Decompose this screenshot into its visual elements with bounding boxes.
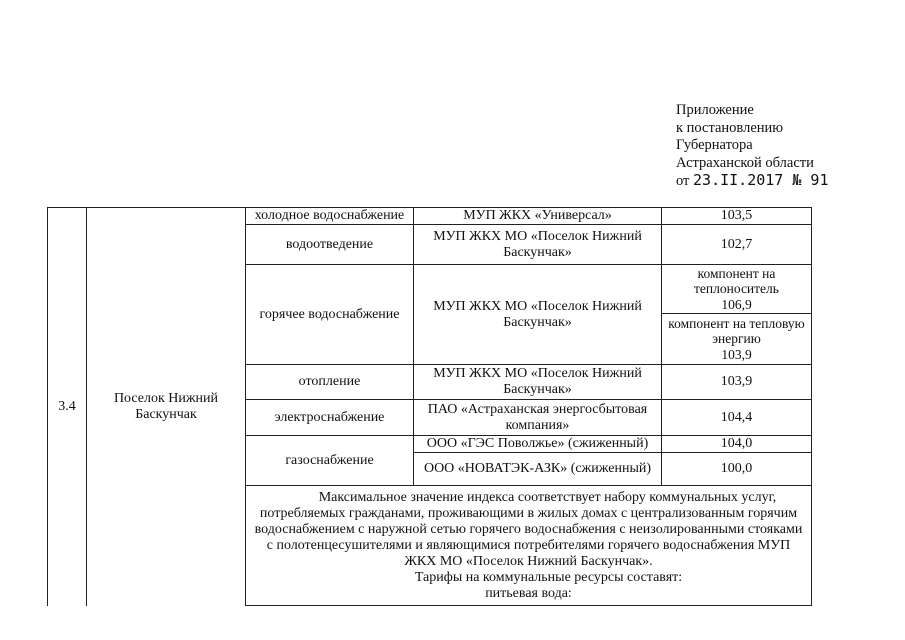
- provider-cell: МУП ЖКХ МО «Поселок Нижний Баскунчак»: [414, 365, 662, 400]
- index-cell: 100,0: [662, 453, 812, 486]
- index-cell: 103,9: [662, 365, 812, 400]
- tariff-index-table: [47, 207, 812, 606]
- table-row: [48, 208, 812, 225]
- index-cell: 104,0: [662, 436, 812, 453]
- index-cell-heat-carrier: [662, 265, 812, 314]
- provider-cell: МУП ЖКХ МО «Поселок Нижний Баскунчак»: [414, 225, 662, 265]
- service-cell: газоснабжение: [246, 436, 414, 486]
- appendix-line-governor: Губернатора: [676, 137, 753, 154]
- index-component-label: компонент на тепловую энергию: [668, 315, 805, 347]
- appendix-date-line: [676, 172, 829, 191]
- service-cell: отопление: [246, 365, 414, 400]
- index-component-value: 106,9: [721, 296, 752, 312]
- provider-cell: МУП ЖКХ МО «Поселок Нижний Баскунчак»: [414, 265, 662, 365]
- service-cell: водоотведение: [246, 225, 414, 265]
- index-cell: 103,5: [662, 208, 812, 225]
- note-paragraph: Максимальное значение индекса соответствует набору коммунальных услуг, потребляемых гражданами, проживающими в жилых домах с централизованным горячим водоснабжением с наружной сетью горячего водоснабжения с неизолированными стояками с полотенцесушителями и являющимися потребителями горячего водоснабжения МУП ЖКХ МО «Поселок Нижний Баскунчак».: [254, 489, 803, 569]
- index-cell: 102,7: [662, 225, 812, 265]
- settlement-cell: Поселок Нижний Баскунчак: [87, 208, 246, 606]
- service-cell: холодное водоснабжение: [246, 208, 414, 225]
- note-cell: [246, 486, 812, 606]
- row-number-cell: 3.4: [48, 208, 87, 606]
- provider-cell: ООО «ГЭС Поволжье» (сжиженный): [414, 436, 662, 453]
- date-prefix: от: [676, 173, 690, 190]
- provider-cell: ПАО «Астраханская энергосбытовая компания»: [414, 400, 662, 436]
- date-stamp: 23.II.2017 № 91: [693, 171, 829, 190]
- appendix-line-resolution: к постановлению: [676, 119, 784, 136]
- provider-cell: ООО «НОВАТЭК-АЗК» (сжиженный): [414, 453, 662, 486]
- index-component-label: компонент на теплоноситель: [694, 265, 779, 297]
- provider-cell: МУП ЖКХ «Универсал»: [414, 208, 662, 225]
- index-component-value: 103,9: [721, 346, 752, 362]
- appendix-line-region: Астраханской области: [676, 154, 814, 171]
- appendix-title: Приложение: [676, 102, 754, 118]
- drinking-water-line: питьевая вода:: [485, 585, 572, 601]
- appendix-header: [676, 102, 829, 191]
- service-cell: горячее водоснабжение: [246, 265, 414, 365]
- service-cell: электроснабжение: [246, 400, 414, 436]
- tariffs-line: Тарифы на коммунальные ресурсы составят:: [414, 569, 683, 585]
- index-cell-thermal-energy: [662, 314, 812, 365]
- index-cell: 104,4: [662, 400, 812, 436]
